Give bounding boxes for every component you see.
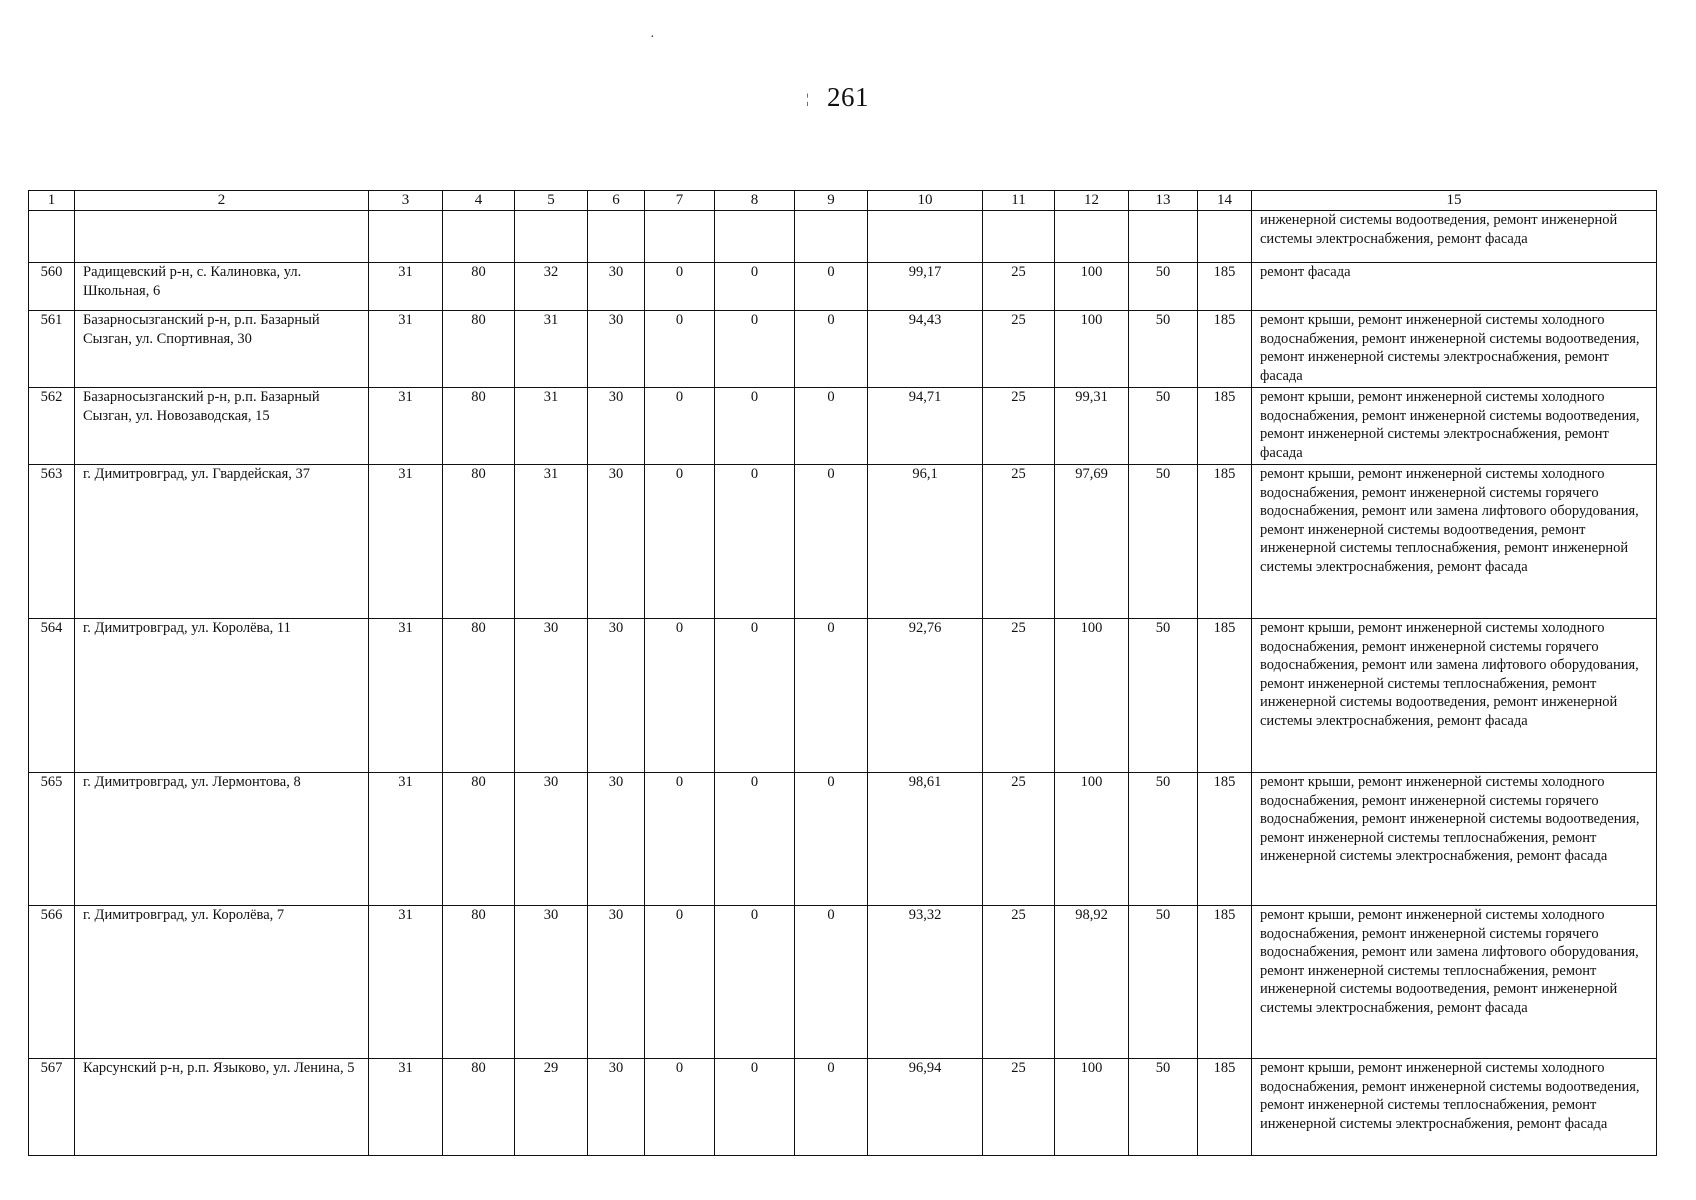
address-cell: Базарносызганский р-н, р.п. Базарный Сызган, ул. Новозаводская, 15 <box>75 388 369 465</box>
value-cell-col-3: 31 <box>369 311 443 388</box>
value-cell-col-7: 0 <box>645 311 715 388</box>
table-row <box>29 465 1657 619</box>
column-header-11: 11 <box>983 191 1055 211</box>
works-description-cell: ремонт крыши, ремонт инженерной системы холодного водоснабжения, ремонт инженерной системы водоотведения, ремонт инженерной системы теплоснабжения, ремонт инженерной системы электроснабжения, ремонт фасада <box>1252 1059 1657 1156</box>
value-cell-col-4: 80 <box>443 263 515 311</box>
address-cell: г. Димитровград, ул. Лермонтова, 8 <box>75 773 369 906</box>
table-row <box>29 1059 1657 1156</box>
address-cell <box>75 211 369 263</box>
value-cell-col-9: 0 <box>795 773 868 906</box>
value-cell-col-4: 80 <box>443 619 515 773</box>
table-row <box>29 388 1657 465</box>
column-header-15: 15 <box>1252 191 1657 211</box>
value-cell-col-7 <box>645 211 715 263</box>
repair-register-table <box>28 190 1657 1156</box>
value-cell-col-5: 29 <box>515 1059 588 1156</box>
value-cell-col-12: 100 <box>1055 263 1129 311</box>
value-cell-col-3: 31 <box>369 263 443 311</box>
column-header-13: 13 <box>1129 191 1198 211</box>
column-header-3: 3 <box>369 191 443 211</box>
column-header-6: 6 <box>588 191 645 211</box>
column-header-14: 14 <box>1198 191 1252 211</box>
value-cell-col-6: 30 <box>588 311 645 388</box>
value-cell-col-9 <box>795 211 868 263</box>
column-header-12: 12 <box>1055 191 1129 211</box>
page-number: 261 <box>827 82 869 112</box>
value-cell-col-5: 30 <box>515 906 588 1059</box>
value-cell-col-10 <box>868 211 983 263</box>
value-cell-col-10: 92,76 <box>868 619 983 773</box>
address-cell: г. Димитровград, ул. Гвардейская, 37 <box>75 465 369 619</box>
value-cell-col-14: 185 <box>1198 773 1252 906</box>
value-cell-col-13: 50 <box>1129 619 1198 773</box>
works-description-cell: ремонт крыши, ремонт инженерной системы холодного водоснабжения, ремонт инженерной системы водоотведения, ремонт инженерной системы электроснабжения, ремонт фасада <box>1252 311 1657 388</box>
value-cell-col-4: 80 <box>443 388 515 465</box>
works-description-cell: ремонт крыши, ремонт инженерной системы холодного водоснабжения, ремонт инженерной системы горячего водоснабжения, ремонт или замена лифтового оборудования, ремонт инженерной системы водоотведения, ремонт инженерной системы теплоснабжения, ремонт инженерной системы электроснабжения, ремонт фасада <box>1252 465 1657 619</box>
value-cell-col-11: 25 <box>983 773 1055 906</box>
value-cell-col-9: 0 <box>795 906 868 1059</box>
value-cell-col-3: 31 <box>369 1059 443 1156</box>
value-cell-col-13: 50 <box>1129 263 1198 311</box>
row-number-cell: 565 <box>29 773 75 906</box>
row-number-cell: 566 <box>29 906 75 1059</box>
value-cell-col-12: 97,69 <box>1055 465 1129 619</box>
value-cell-col-7: 0 <box>645 619 715 773</box>
column-header-10: 10 <box>868 191 983 211</box>
value-cell-col-13: 50 <box>1129 311 1198 388</box>
value-cell-col-14: 185 <box>1198 263 1252 311</box>
column-header-5: 5 <box>515 191 588 211</box>
table-row <box>29 311 1657 388</box>
address-cell: г. Димитровград, ул. Королёва, 7 <box>75 906 369 1059</box>
value-cell-col-5: 31 <box>515 465 588 619</box>
address-cell: Карсунский р-н, р.п. Языково, ул. Ленина, 5 <box>75 1059 369 1156</box>
column-header-2: 2 <box>75 191 369 211</box>
value-cell-col-14: 185 <box>1198 1059 1252 1156</box>
value-cell-col-11 <box>983 211 1055 263</box>
row-number-cell: 567 <box>29 1059 75 1156</box>
value-cell-col-14: 185 <box>1198 619 1252 773</box>
value-cell-col-7: 0 <box>645 773 715 906</box>
value-cell-col-3: 31 <box>369 465 443 619</box>
value-cell-col-6: 30 <box>588 773 645 906</box>
value-cell-col-14: 185 <box>1198 311 1252 388</box>
scan-dot-mark: · <box>650 30 655 45</box>
value-cell-col-12: 100 <box>1055 773 1129 906</box>
value-cell-col-5: 30 <box>515 619 588 773</box>
works-description-cell: ремонт крыши, ремонт инженерной системы холодного водоснабжения, ремонт инженерной системы горячего водоснабжения, ремонт или замена лифтового оборудования, ремонт инженерной системы теплоснабжения, ремонт инженерной системы водоотведения, ремонт инженерной системы электроснабжения, ремонт фасада <box>1252 619 1657 773</box>
value-cell-col-12: 100 <box>1055 311 1129 388</box>
value-cell-col-5 <box>515 211 588 263</box>
value-cell-col-6: 30 <box>588 388 645 465</box>
value-cell-col-4 <box>443 211 515 263</box>
value-cell-col-7: 0 <box>645 388 715 465</box>
value-cell-col-12: 100 <box>1055 1059 1129 1156</box>
value-cell-col-6: 30 <box>588 263 645 311</box>
table-row <box>29 211 1657 263</box>
table-row <box>29 906 1657 1059</box>
value-cell-col-8: 0 <box>715 773 795 906</box>
value-cell-col-11: 25 <box>983 906 1055 1059</box>
value-cell-col-5: 31 <box>515 311 588 388</box>
address-cell: г. Димитровград, ул. Королёва, 11 <box>75 619 369 773</box>
value-cell-col-11: 25 <box>983 619 1055 773</box>
value-cell-col-10: 99,17 <box>868 263 983 311</box>
value-cell-col-13: 50 <box>1129 773 1198 906</box>
value-cell-col-8 <box>715 211 795 263</box>
value-cell-col-9: 0 <box>795 619 868 773</box>
value-cell-col-6: 30 <box>588 465 645 619</box>
value-cell-col-7: 0 <box>645 263 715 311</box>
value-cell-col-3: 31 <box>369 773 443 906</box>
value-cell-col-6: 30 <box>588 1059 645 1156</box>
row-number-cell: 561 <box>29 311 75 388</box>
column-header-4: 4 <box>443 191 515 211</box>
column-number-header-row <box>29 191 1657 211</box>
row-number-cell: 563 <box>29 465 75 619</box>
value-cell-col-10: 94,43 <box>868 311 983 388</box>
value-cell-col-10: 96,94 <box>868 1059 983 1156</box>
value-cell-col-9: 0 <box>795 465 868 619</box>
value-cell-col-11: 25 <box>983 263 1055 311</box>
value-cell-col-4: 80 <box>443 311 515 388</box>
value-cell-col-9: 0 <box>795 263 868 311</box>
value-cell-col-12: 98,92 <box>1055 906 1129 1059</box>
value-cell-col-8: 0 <box>715 1059 795 1156</box>
table-body <box>29 211 1657 1156</box>
value-cell-col-11: 25 <box>983 465 1055 619</box>
value-cell-col-4: 80 <box>443 906 515 1059</box>
value-cell-col-9: 0 <box>795 1059 868 1156</box>
table-row <box>29 773 1657 906</box>
scan-tick-mark: ¦ <box>806 92 809 107</box>
value-cell-col-5: 32 <box>515 263 588 311</box>
value-cell-col-10: 98,61 <box>868 773 983 906</box>
value-cell-col-10: 93,32 <box>868 906 983 1059</box>
value-cell-col-12: 100 <box>1055 619 1129 773</box>
value-cell-col-6: 30 <box>588 906 645 1059</box>
value-cell-col-14: 185 <box>1198 906 1252 1059</box>
value-cell-col-3: 31 <box>369 388 443 465</box>
value-cell-col-8: 0 <box>715 906 795 1059</box>
value-cell-col-6 <box>588 211 645 263</box>
value-cell-col-13: 50 <box>1129 388 1198 465</box>
address-cell: Базарносызганский р-н, р.п. Базарный Сызган, ул. Спортивная, 30 <box>75 311 369 388</box>
value-cell-col-4: 80 <box>443 1059 515 1156</box>
value-cell-col-10: 94,71 <box>868 388 983 465</box>
value-cell-col-12: 99,31 <box>1055 388 1129 465</box>
value-cell-col-8: 0 <box>715 619 795 773</box>
value-cell-col-14: 185 <box>1198 465 1252 619</box>
table-row <box>29 263 1657 311</box>
value-cell-col-10: 96,1 <box>868 465 983 619</box>
table-row <box>29 619 1657 773</box>
value-cell-col-8: 0 <box>715 311 795 388</box>
value-cell-col-12 <box>1055 211 1129 263</box>
value-cell-col-13: 50 <box>1129 1059 1198 1156</box>
value-cell-col-7: 0 <box>645 465 715 619</box>
row-number-cell: 562 <box>29 388 75 465</box>
value-cell-col-14: 185 <box>1198 388 1252 465</box>
value-cell-col-4: 80 <box>443 773 515 906</box>
value-cell-col-5: 30 <box>515 773 588 906</box>
value-cell-col-3: 31 <box>369 619 443 773</box>
value-cell-col-4: 80 <box>443 465 515 619</box>
value-cell-col-13: 50 <box>1129 465 1198 619</box>
value-cell-col-5: 31 <box>515 388 588 465</box>
value-cell-col-7: 0 <box>645 906 715 1059</box>
value-cell-col-11: 25 <box>983 1059 1055 1156</box>
row-number-cell: 564 <box>29 619 75 773</box>
column-header-9: 9 <box>795 191 868 211</box>
value-cell-col-8: 0 <box>715 388 795 465</box>
works-description-cell: ремонт крыши, ремонт инженерной системы холодного водоснабжения, ремонт инженерной системы горячего водоснабжения, ремонт инженерной системы водоотведения, ремонт инженерной системы теплоснабжения, ремонт инженерной системы электроснабжения, ремонт фасада <box>1252 773 1657 906</box>
value-cell-col-13: 50 <box>1129 906 1198 1059</box>
column-header-7: 7 <box>645 191 715 211</box>
value-cell-col-13 <box>1129 211 1198 263</box>
value-cell-col-7: 0 <box>645 1059 715 1156</box>
value-cell-col-8: 0 <box>715 263 795 311</box>
value-cell-col-11: 25 <box>983 311 1055 388</box>
value-cell-col-8: 0 <box>715 465 795 619</box>
value-cell-col-11: 25 <box>983 388 1055 465</box>
works-description-cell: инженерной системы водоотведения, ремонт инженерной системы электроснабжения, ремонт фасада <box>1252 211 1657 263</box>
column-header-1: 1 <box>29 191 75 211</box>
address-cell: Радищевский р-н, с. Калиновка, ул. Школьная, 6 <box>75 263 369 311</box>
works-description-cell: ремонт крыши, ремонт инженерной системы холодного водоснабжения, ремонт инженерной системы горячего водоснабжения, ремонт или замена лифтового оборудования, ремонт инженерной системы теплоснабжения, ремонт инженерной системы водоотведения, ремонт инженерной системы электроснабжения, ремонт фасада <box>1252 906 1657 1059</box>
column-header-8: 8 <box>715 191 795 211</box>
value-cell-col-9: 0 <box>795 388 868 465</box>
row-number-cell <box>29 211 75 263</box>
row-number-cell: 560 <box>29 263 75 311</box>
value-cell-col-3: 31 <box>369 906 443 1059</box>
works-description-cell: ремонт фасада <box>1252 263 1657 311</box>
value-cell-col-14 <box>1198 211 1252 263</box>
value-cell-col-3 <box>369 211 443 263</box>
value-cell-col-9: 0 <box>795 311 868 388</box>
works-description-cell: ремонт крыши, ремонт инженерной системы холодного водоснабжения, ремонт инженерной системы водоотведения, ремонт инженерной системы электроснабжения, ремонт фасада <box>1252 388 1657 465</box>
value-cell-col-6: 30 <box>588 619 645 773</box>
